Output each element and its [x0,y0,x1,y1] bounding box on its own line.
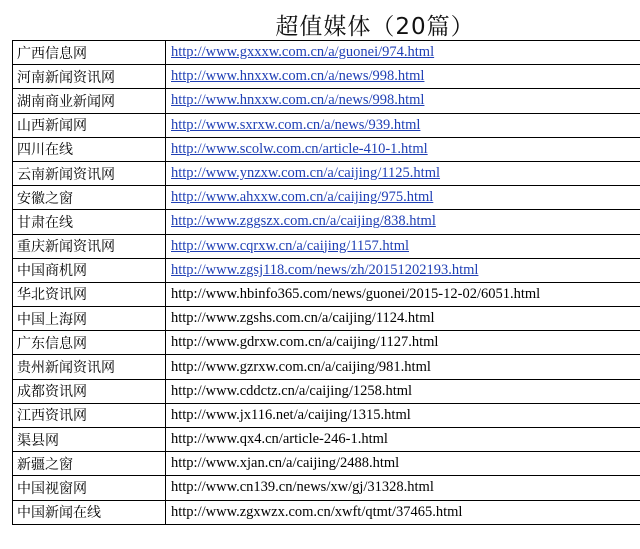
media-url-cell [166,452,640,476]
media-url-cell [166,41,640,65]
media-url-cell [166,403,640,427]
media-url-link[interactable]: http://www.hnxxw.com.cn/a/news/998.html [171,92,425,109]
media-url-text: http://www.gzrxw.com.cn/a/caijing/981.html [171,358,431,375]
media-name-cell: 华北资讯网 [13,282,166,306]
media-name-cell: 甘肃在线 [13,210,166,234]
table-row [13,137,640,161]
media-name-cell: 安徽之窗 [13,186,166,210]
media-url-link[interactable]: http://www.cqrxw.cn/a/caijing/1157.html [171,237,409,254]
media-name-cell: 中国新闻在线 [13,500,166,524]
table-row [13,500,640,524]
media-url-cell [166,258,640,282]
media-name-cell: 中国商机网 [13,258,166,282]
media-table-body [13,41,640,525]
media-url-text: http://www.qx4.cn/article-246-1.html [171,431,388,448]
media-url-link[interactable]: http://www.gxxxw.com.cn/a/guonei/974.html [171,44,435,61]
table-row [13,331,640,355]
table-row [13,428,640,452]
media-name-cell: 新疆之窗 [13,452,166,476]
media-name-cell: 中国上海网 [13,307,166,331]
table-row [13,403,640,427]
media-name-cell: 广东信息网 [13,331,166,355]
table-row [13,113,640,137]
table-row [13,282,640,306]
media-url-cell [166,113,640,137]
media-url-link[interactable]: http://www.ahxxw.com.cn/a/caijing/975.html [171,189,434,206]
media-url-link[interactable]: http://www.zgsj118.com/news/zh/20151202193.html [171,261,479,278]
media-name-cell: 成都资讯网 [13,379,166,403]
media-url-text: http://www.hbinfo365.com/news/guonei/2015-12-02/6051.html [171,285,541,302]
media-url-cell [166,379,640,403]
media-name-cell: 云南新闻资讯网 [13,161,166,185]
media-url-link[interactable]: http://www.ynzxw.com.cn/a/caijing/1125.html [171,165,441,182]
media-url-text: http://www.gdrxw.com.cn/a/caijing/1127.html [171,334,439,351]
page-title: 超值媒体（20篇） [275,14,475,40]
media-url-cell [166,65,640,89]
media-url-text: http://www.cn139.cn/news/xw/gj/31328.html [171,479,434,496]
media-url-cell [166,282,640,306]
table-row [13,258,640,282]
media-name-cell: 四川在线 [13,137,166,161]
table-row [13,210,640,234]
media-url-cell [166,307,640,331]
table-row [13,65,640,89]
media-url-link[interactable]: http://www.zggszx.com.cn/a/caijing/838.html [171,213,436,230]
media-url-cell [166,161,640,185]
media-url-text: http://www.zgshs.com.cn/a/caijing/1124.html [171,310,435,327]
media-url-cell [166,210,640,234]
media-name-cell: 江西资讯网 [13,403,166,427]
table-row [13,89,640,113]
media-url-cell [166,89,640,113]
media-url-link[interactable]: http://www.sxrxw.com.cn/a/news/939.html [171,116,421,133]
media-url-cell [166,137,640,161]
media-name-cell: 渠县网 [13,428,166,452]
media-url-cell [166,331,640,355]
media-url-cell [166,186,640,210]
media-url-cell [166,428,640,452]
table-row [13,307,640,331]
media-name-cell: 中国视窗网 [13,476,166,500]
media-url-link[interactable]: http://www.scolw.com.cn/article-410-1.html [171,140,428,157]
media-name-cell: 山西新闻网 [13,113,166,137]
media-url-text: http://www.xjan.cn/a/caijing/2488.html [171,455,400,472]
table-row [13,41,640,65]
table-row [13,161,640,185]
media-table [12,40,640,525]
media-url-cell [166,355,640,379]
media-url-cell [166,234,640,258]
media-name-cell: 河南新闻资讯网 [13,65,166,89]
media-url-cell [166,476,640,500]
media-name-cell: 贵州新闻资讯网 [13,355,166,379]
media-name-cell: 重庆新闻资讯网 [13,234,166,258]
media-url-text: http://www.zgxwzx.com.cn/xwft/qtmt/37465.html [171,503,463,520]
media-url-link[interactable]: http://www.hnxxw.com.cn/a/news/998.html [171,68,425,85]
media-url-cell [166,500,640,524]
media-url-text: http://www.jx116.net/a/caijing/1315.html [171,406,411,423]
media-name-cell: 湖南商业新闻网 [13,89,166,113]
table-row [13,452,640,476]
table-row [13,476,640,500]
table-row [13,186,640,210]
media-name-cell: 广西信息网 [13,41,166,65]
media-url-text: http://www.cddctz.cn/a/caijing/1258.html [171,382,413,399]
table-row [13,355,640,379]
table-row [13,234,640,258]
table-row [13,379,640,403]
